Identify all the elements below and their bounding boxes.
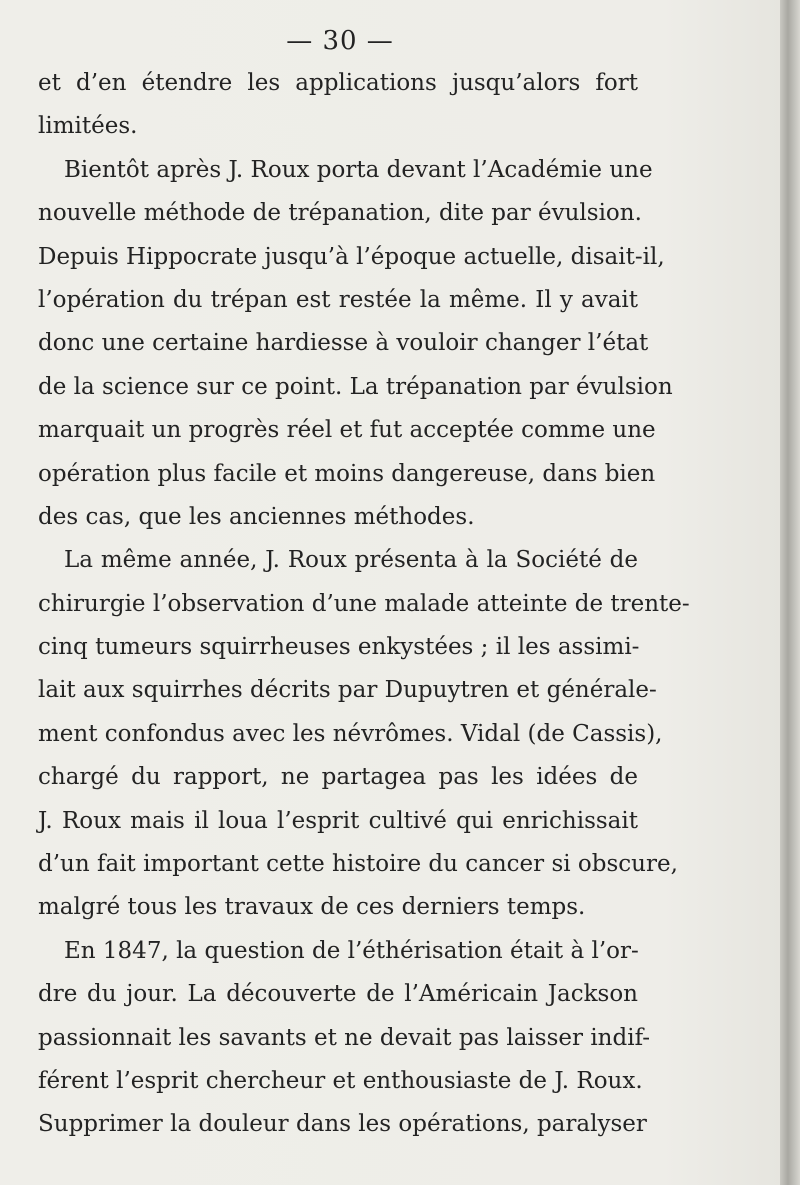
text-line: En 1847, la question de l’éthérisation était à l’or- xyxy=(64,937,639,964)
text-line: nouvelle méthode de trépanation, dite par évulsion. xyxy=(38,200,642,227)
text-line: des cas, que les anciennes méthodes. xyxy=(38,503,475,530)
text-line: d’un fait important cette histoire du cancer si obscure, xyxy=(38,851,678,878)
text-line: Bientôt après J. Roux porta devant l’Académie une xyxy=(64,156,653,183)
text-line: l’opération du trépan est restée la même. Il y avait xyxy=(38,286,638,313)
text-line: ment confondus avec les névrômes. Vidal (de Cassis), xyxy=(38,720,663,747)
text-line: chirurgie l’observation d’une malade atteinte de trente- xyxy=(38,590,690,617)
text-line: cinq tumeurs squirrheuses enkystées ; il les assimi- xyxy=(38,634,640,661)
text-line: passionnait les savants et ne devait pas laisser indif- xyxy=(38,1024,651,1051)
text-line: opération plus facile et moins dangereuse, dans bien xyxy=(38,460,656,487)
text-line: férent l’esprit chercheur et enthousiaste de J. Roux. xyxy=(38,1067,643,1094)
text-line: et d’en étendre les applications jusqu’alors fort xyxy=(38,70,638,96)
text-line: donc une certaine hardiesse à vouloir changer l’état xyxy=(38,330,649,357)
text-line: Depuis Hippocrate jusqu’à l’époque actuelle, disait-il, xyxy=(38,243,665,270)
page-edge xyxy=(780,0,800,1185)
page-number: — 30 — xyxy=(286,26,394,56)
text-line: J. Roux mais il loua l’esprit cultivé qui enrichissait xyxy=(38,807,638,834)
text-line: malgré tous les travaux de ces derniers temps. xyxy=(38,894,586,921)
text-line: La même année, J. Roux présenta à la Société de xyxy=(64,547,638,574)
text-line: limitées. xyxy=(38,113,138,140)
body-text xyxy=(38,62,690,1147)
text-line: chargé du rapport, ne partagea pas les idées de xyxy=(38,764,638,791)
text-line: marquait un progrès réel et fut acceptée comme une xyxy=(38,417,656,444)
text-line: dre du jour. La découverte de l’Américain Jackson xyxy=(38,981,638,1008)
text-line: Supprimer la douleur dans les opérations, paralyser xyxy=(38,1111,647,1138)
text-line: lait aux squirrhes décrits par Dupuytren et générale- xyxy=(38,677,657,704)
text-line: de la science sur ce point. La trépanation par évulsion xyxy=(38,373,673,400)
